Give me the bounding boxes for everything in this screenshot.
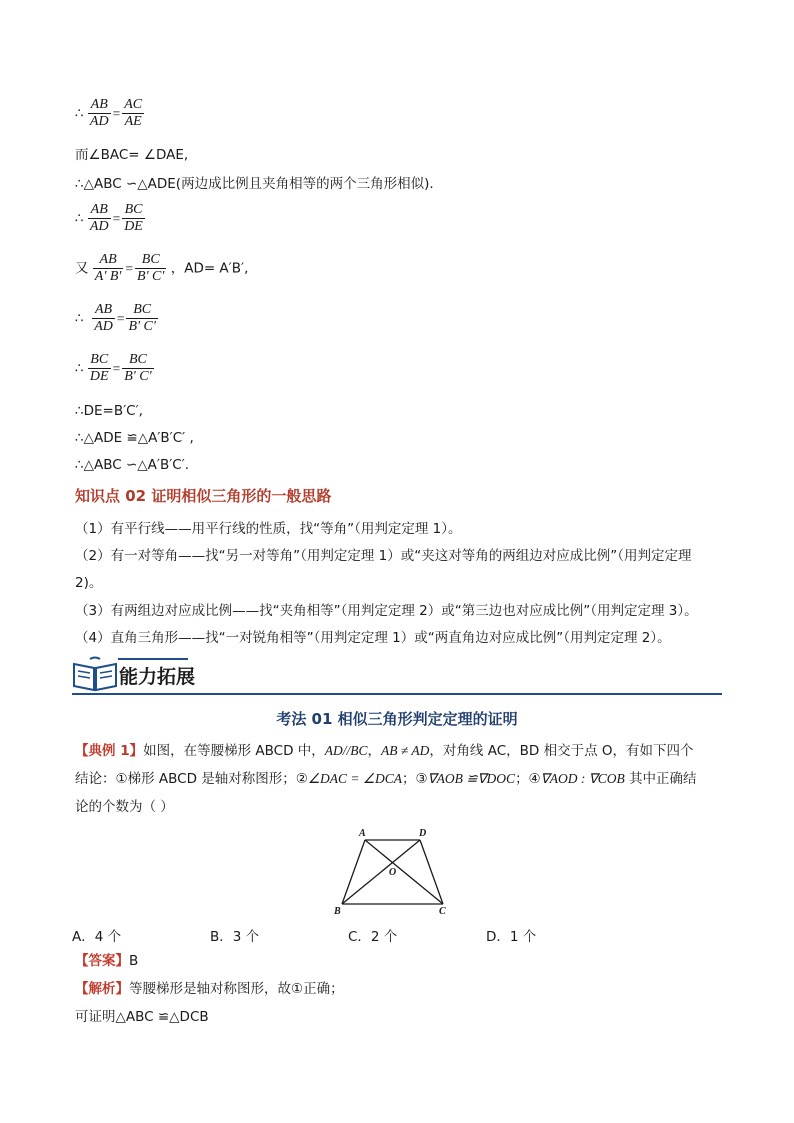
option-c[interactable]: C．2 个 [348, 929, 398, 945]
fraction: $\frac{AB}{AD}$ [89, 97, 109, 129]
proof-line-8: ∴DE=B′C′, [75, 403, 143, 419]
label-D: D [419, 828, 427, 839]
proof-line-5: 又 $\frac{AB}{A' B'}$ = $\frac{BC}{B' C'}$ ，AD= A′B′, [75, 252, 249, 284]
example-line-1: 【典例 1】如图，在等腰梯形 ABCD 中，AD//BC，AB ≠ AD，对角线 AC，BD 相交于点 O，有如下四个 [75, 743, 694, 759]
analysis-line-2: 可证明△ABC ≌△DCB [75, 1009, 209, 1025]
fraction: $\frac{BC}{DE}$ [124, 202, 143, 234]
knowledge-heading: 知识点 02 证明相似三角形的一般思路 [75, 487, 332, 505]
proof-line-4: ∴ $\frac{AB}{AD}$ = $\frac{BC}{DE}$ [75, 202, 143, 234]
fraction: $\frac{BC}{B' C'}$ [124, 352, 152, 384]
fraction: $\frac{BC}{B' C'}$ [128, 302, 156, 334]
fraction: $\frac{AB}{A' B'}$ [94, 252, 122, 284]
knowledge-item-2-cont: 2)。 [75, 575, 103, 591]
proof-line-1: ∴ $\frac{AB}{AD}$ = $\frac{AC}{AE}$ [75, 97, 143, 129]
example-label: 【典例 1】 [75, 743, 144, 759]
proof-line-2: 而∠BAC= ∠DAE, [75, 147, 189, 163]
section-title: 考法 01 相似三角形判定定理的证明 [276, 710, 518, 728]
therefore-symbol: ∴ [75, 105, 84, 122]
trapezoid-figure [328, 826, 458, 922]
proof-line-3: ∴△ABC ∽△ADE(两边成比例且夹角相等的两个三角形相似). [75, 176, 434, 192]
fraction: $\frac{BC}{B' C'}$ [137, 252, 165, 284]
label-O: O [389, 867, 397, 878]
banner-title: 能力拓展 [119, 666, 196, 688]
example-line-2: 结论：①梯形 ABCD 是轴对称图形；②∠DAC = ∠DCA；③∇AOB ≌∇DOC；④∇AOD : ∇COB 其中正确结 [75, 771, 697, 787]
fraction: $\frac{AB}{AD}$ [94, 302, 113, 334]
label-B: B [334, 906, 341, 917]
label-C: C [439, 906, 446, 917]
option-a[interactable]: A．4 个 [72, 929, 122, 945]
open-book-icon [72, 656, 118, 692]
knowledge-item-2: （2）有一对等角——找“另一对等角”（用判定定理 1）或“夹这对等角的两组边对应成比例”（用判定定理 [75, 548, 692, 564]
knowledge-item-4: （4）直角三角形——找“一对锐角相等”（用判定定理 1）或“两直角边对应成比例”（用判定定理 2）。 [75, 630, 671, 646]
proof-line-7: ∴ $\frac{BC}{DE}$ = $\frac{BC}{B' C'}$ [75, 352, 152, 384]
banner-book-icon [72, 656, 118, 696]
proof-line-6: ∴ $\frac{AB}{AD}$ = $\frac{BC}{B' C'}$ [75, 302, 156, 334]
analysis-line: 【解析】等腰梯形是轴对称图形，故①正确； [75, 981, 344, 997]
proof-line-9: ∴△ADE ≌△A′B′C′ , [75, 430, 194, 446]
knowledge-item-1: （1）有平行线——用平行线的性质，找“等角”（用判定定理 1）。 [75, 521, 462, 537]
answer-line [75, 952, 138, 970]
answer-value: B [129, 953, 139, 969]
fraction: $\frac{BC}{DE}$ [89, 352, 109, 384]
answer-label: 【答案】 [75, 953, 129, 969]
fraction: $\frac{AB}{AD}$ [89, 202, 109, 234]
banner-top-rule [118, 658, 188, 660]
label-A: A [359, 828, 366, 839]
option-b[interactable]: B．3 个 [210, 929, 260, 945]
banner-rule [72, 693, 722, 695]
analysis-label: 【解析】 [75, 981, 129, 997]
proof-line-10: ∴△ABC ∽△A′B′C′. [75, 457, 190, 473]
knowledge-item-3: （3）有两组边对应成比例——找“夹角相等”（用判定定理 2）或“第三边也对应成比例”（用判定定理 3）。 [75, 603, 698, 619]
example-line-3: 论的个数为（ ） [75, 799, 174, 815]
fraction: $\frac{AC}{AE}$ [124, 97, 143, 129]
option-d[interactable]: D．1 个 [486, 929, 537, 945]
